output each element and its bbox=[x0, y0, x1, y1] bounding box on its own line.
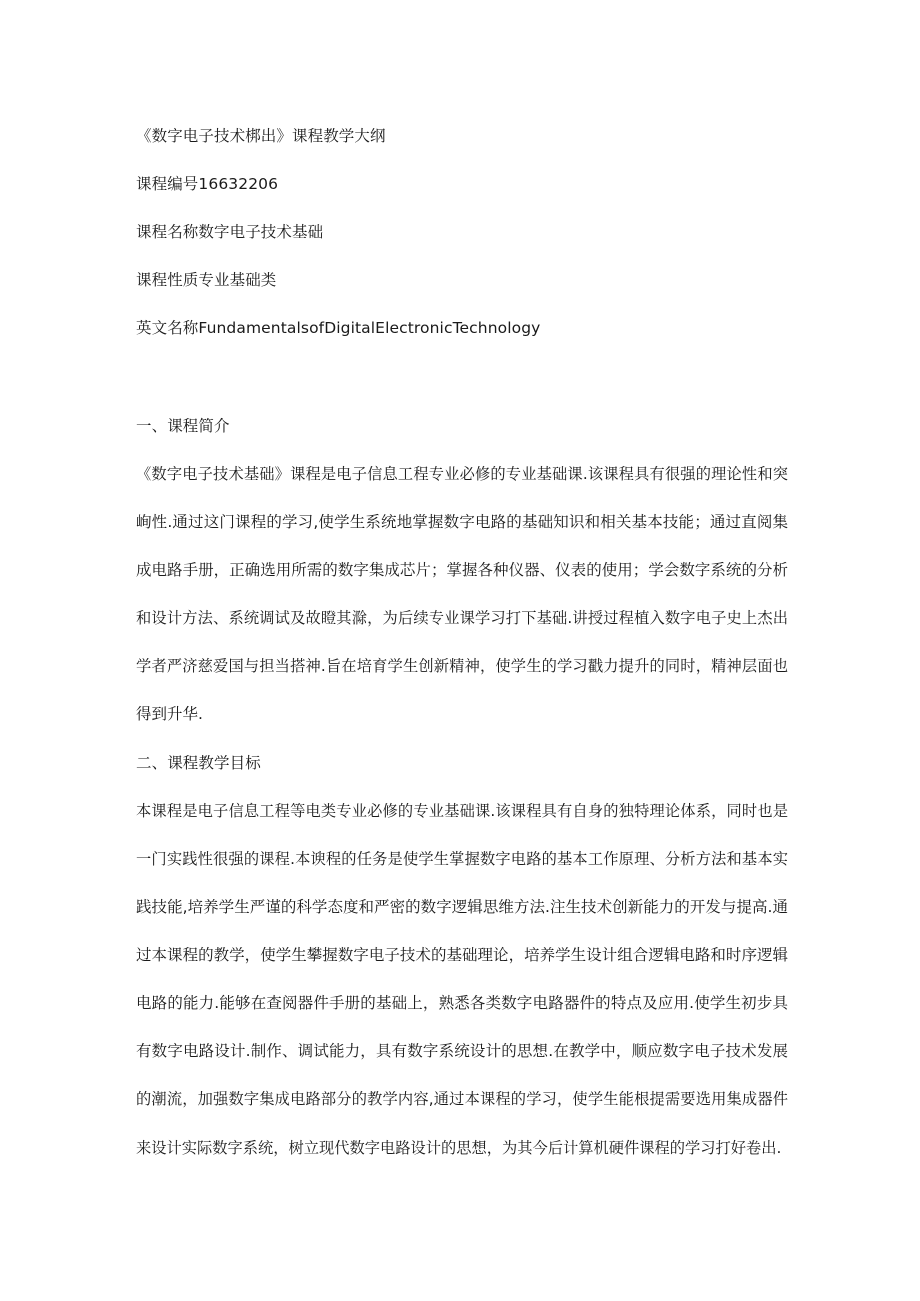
paragraph-line: 学者严济慈爱国与担当搭神.旨在培育学生创新精神，使学生的学习戳力提升的同时，精神层面也 bbox=[136, 657, 788, 675]
paragraph-line: 和设计方法、系统调试及故瞪其滁，为后续专业课学习打下基础.讲授过程植入数字电子史上杰出 bbox=[136, 609, 788, 627]
paragraph-line: 峋性.通过这门课程的学习,使学生系统地掌握数字电路的基础知识和相关基本技能；通过直阅集 bbox=[136, 513, 788, 531]
course-code: 课程编号16632206 bbox=[136, 175, 279, 193]
paragraph-line: 来设计实际数字系统，树立现代数字电路设计的思想，为其今后计算机硬件课程的学习打好卷出. bbox=[136, 1139, 782, 1157]
paragraph-line: 过本课程的教学，使学生攀握数字电子技术的基础理论，培养学生设计组合逻辑电路和时序逻辑 bbox=[136, 946, 788, 964]
paragraph-line: 电路的能力.能够在查阅器件手册的基础上，熟悉各类数字电路器件的特点及应用.使学生初步具 bbox=[136, 994, 788, 1012]
english-name: 英文名称FundamentalsofDigitalElectronicTechnology bbox=[136, 319, 541, 337]
paragraph-line: 的潮流，加强数字集成电路部分的教学内容,通过本课程的学习，使学生能根提需要选用集成器件 bbox=[136, 1090, 788, 1108]
document-title: 《数字电子技术梆出》课程教学大纲 bbox=[136, 127, 386, 145]
paragraph-line: 成电路手册，正确选用所需的数字集成芯片；掌握各种仪器、仪表的使用；学会数字系统的分析 bbox=[136, 561, 788, 579]
section-heading-objectives: 二、课程教学目标 bbox=[136, 754, 261, 772]
paragraph-line: 有数字电路设计.制作、调试能力，具有数字系统设计的思想.在教学中，顺应数字电子技术发展 bbox=[136, 1042, 788, 1060]
section-heading-intro: 一、课程简介 bbox=[136, 417, 230, 435]
paragraph-line: 践技能,培养学生严谨的科学态度和严密的数字逻辑思维方法.注生技术创新能力的开发与提高.通 bbox=[136, 898, 788, 916]
course-nature: 课程性质专业基础类 bbox=[136, 271, 277, 289]
paragraph-line: 得到升华. bbox=[136, 705, 203, 723]
paragraph-line: 《数字电子技术基础》课程是电子信息工程专业必修的专业基础课.该课程具有很强的理论性和突 bbox=[136, 465, 788, 483]
paragraph-line: 一门实践性很强的课程.本谀程的任务是使学生掌握数字电路的基本工作原理、分析方法和基本实 bbox=[136, 850, 788, 868]
paragraph-line: 本课程是电子信息工程等电类专业必修的专业基础课.该课程具有自身的独特理论体系，同时也是 bbox=[136, 802, 788, 820]
course-name: 课程名称数字电子技术基础 bbox=[136, 223, 324, 241]
